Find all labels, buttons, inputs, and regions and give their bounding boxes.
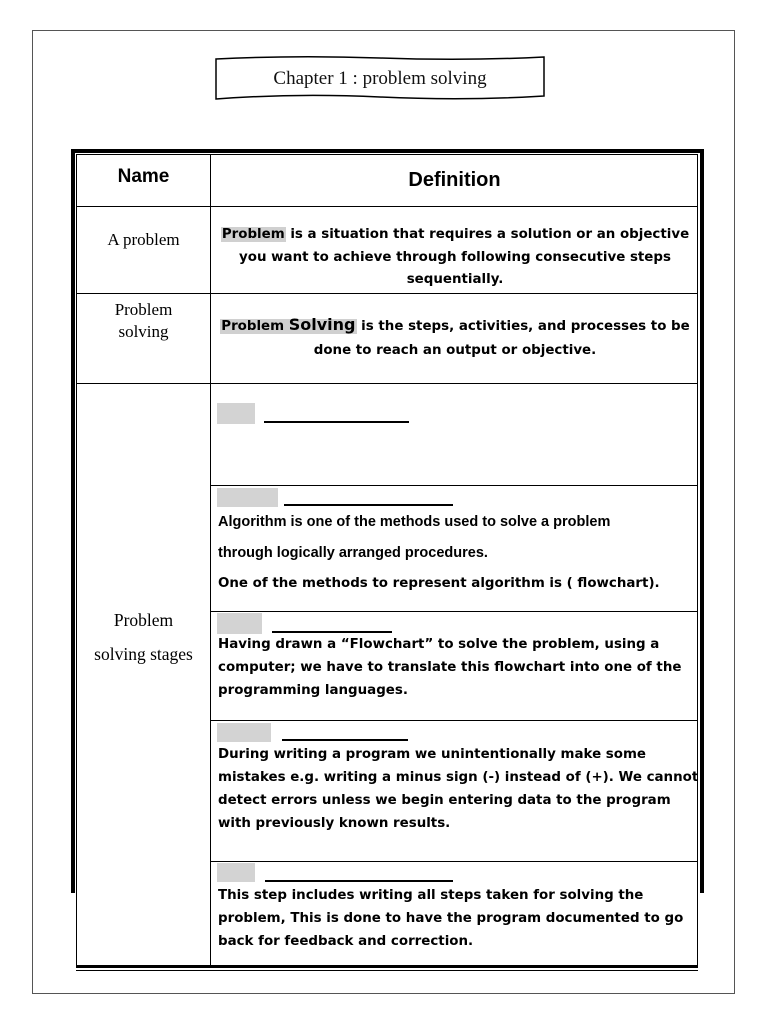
- stage-2-blank: [284, 504, 453, 506]
- stage-2-line-2: through logically arranged procedures.: [218, 545, 488, 561]
- row-name-stages: [77, 603, 210, 671]
- table-bottom-border: [76, 965, 698, 968]
- stage-2-label-box: [217, 488, 278, 507]
- stage-5-line-3: back for feedback and correction.: [218, 934, 474, 949]
- table-inner-left: [76, 154, 77, 966]
- stage-3-line-2: computer; we have to translate this flowchart into one of the: [218, 660, 682, 675]
- stage-4-line-4: with previously known results.: [218, 816, 451, 831]
- stage-3-label-box: [217, 613, 262, 634]
- row-divider-header: [77, 206, 698, 207]
- stage-3-line-1: Having drawn a “Flowchart” to solve the problem, using a: [218, 637, 660, 652]
- stage-divider-4: [211, 861, 698, 862]
- stage-5-blank: [265, 880, 453, 882]
- definition-problem-text: is a situation that requires a solution or an objective you want to achieve through following consecutive steps sequentially.: [239, 227, 690, 287]
- row-name-line1: Problem: [114, 300, 173, 319]
- highlight-problem: Problem: [221, 227, 285, 242]
- table-left-border: [71, 149, 75, 893]
- highlight-part-a: Problem: [221, 319, 289, 334]
- table-inner-right: [697, 154, 698, 966]
- column-divider: [210, 154, 211, 966]
- stage-4-line-3: detect errors unless we begin entering data to the program: [218, 793, 671, 808]
- row-definition-problem-solving: [218, 313, 692, 363]
- highlight-problem-solving: [220, 315, 356, 334]
- row-name-problem: A problem: [107, 230, 180, 249]
- stage-5-label-box: [217, 863, 255, 882]
- highlight-part-b: Solving: [288, 315, 356, 334]
- stage-1-label-box: [217, 403, 255, 424]
- stages-name-line2: solving stages: [94, 644, 193, 664]
- stage-2-line-3: One of the methods to represent algorithm is ( flowchart).: [218, 576, 660, 591]
- stage-4-blank: [282, 739, 408, 741]
- page-title: Chapter 1 : problem solving: [273, 67, 487, 89]
- row-divider-2: [77, 383, 698, 384]
- header-name: Name: [117, 166, 170, 187]
- header-definition: Definition: [408, 169, 501, 191]
- title-banner: [215, 55, 545, 102]
- stage-3-line-3: programming languages.: [218, 683, 408, 698]
- stage-4-line-1: During writing a program we unintentionally make some: [218, 747, 647, 762]
- stage-1-blank: [264, 421, 409, 423]
- row-divider-1: [77, 293, 698, 294]
- stage-divider-2: [211, 611, 698, 612]
- table-inner-top: [77, 154, 698, 155]
- stage-divider-1: [211, 485, 698, 486]
- table-bottom-border-thin: [76, 970, 698, 971]
- definition-problem-solving-text: is the steps, activities, and processes to be done to reach an output or objective.: [313, 319, 690, 358]
- stage-2-line-1: Algorithm is one of the methods used to solve a problem: [218, 514, 611, 530]
- stages-name-line1: Problem: [113, 610, 174, 630]
- stage-4-line-2: mistakes e.g. writing a minus sign (-) instead of (+). We cannot: [218, 770, 699, 785]
- table-right-border: [700, 149, 704, 893]
- row-name-line2: solving: [118, 322, 169, 341]
- stage-5-line-1: This step includes writing all steps taken for solving the: [218, 888, 644, 903]
- stage-4-label-box: [217, 723, 271, 742]
- stage-5-line-2: problem, This is done to have the program documented to go: [218, 911, 684, 926]
- table-top-border: [71, 149, 704, 153]
- row-name-problem-solving: [77, 299, 210, 343]
- row-definition-problem: [218, 224, 692, 292]
- stage-divider-3: [211, 720, 698, 721]
